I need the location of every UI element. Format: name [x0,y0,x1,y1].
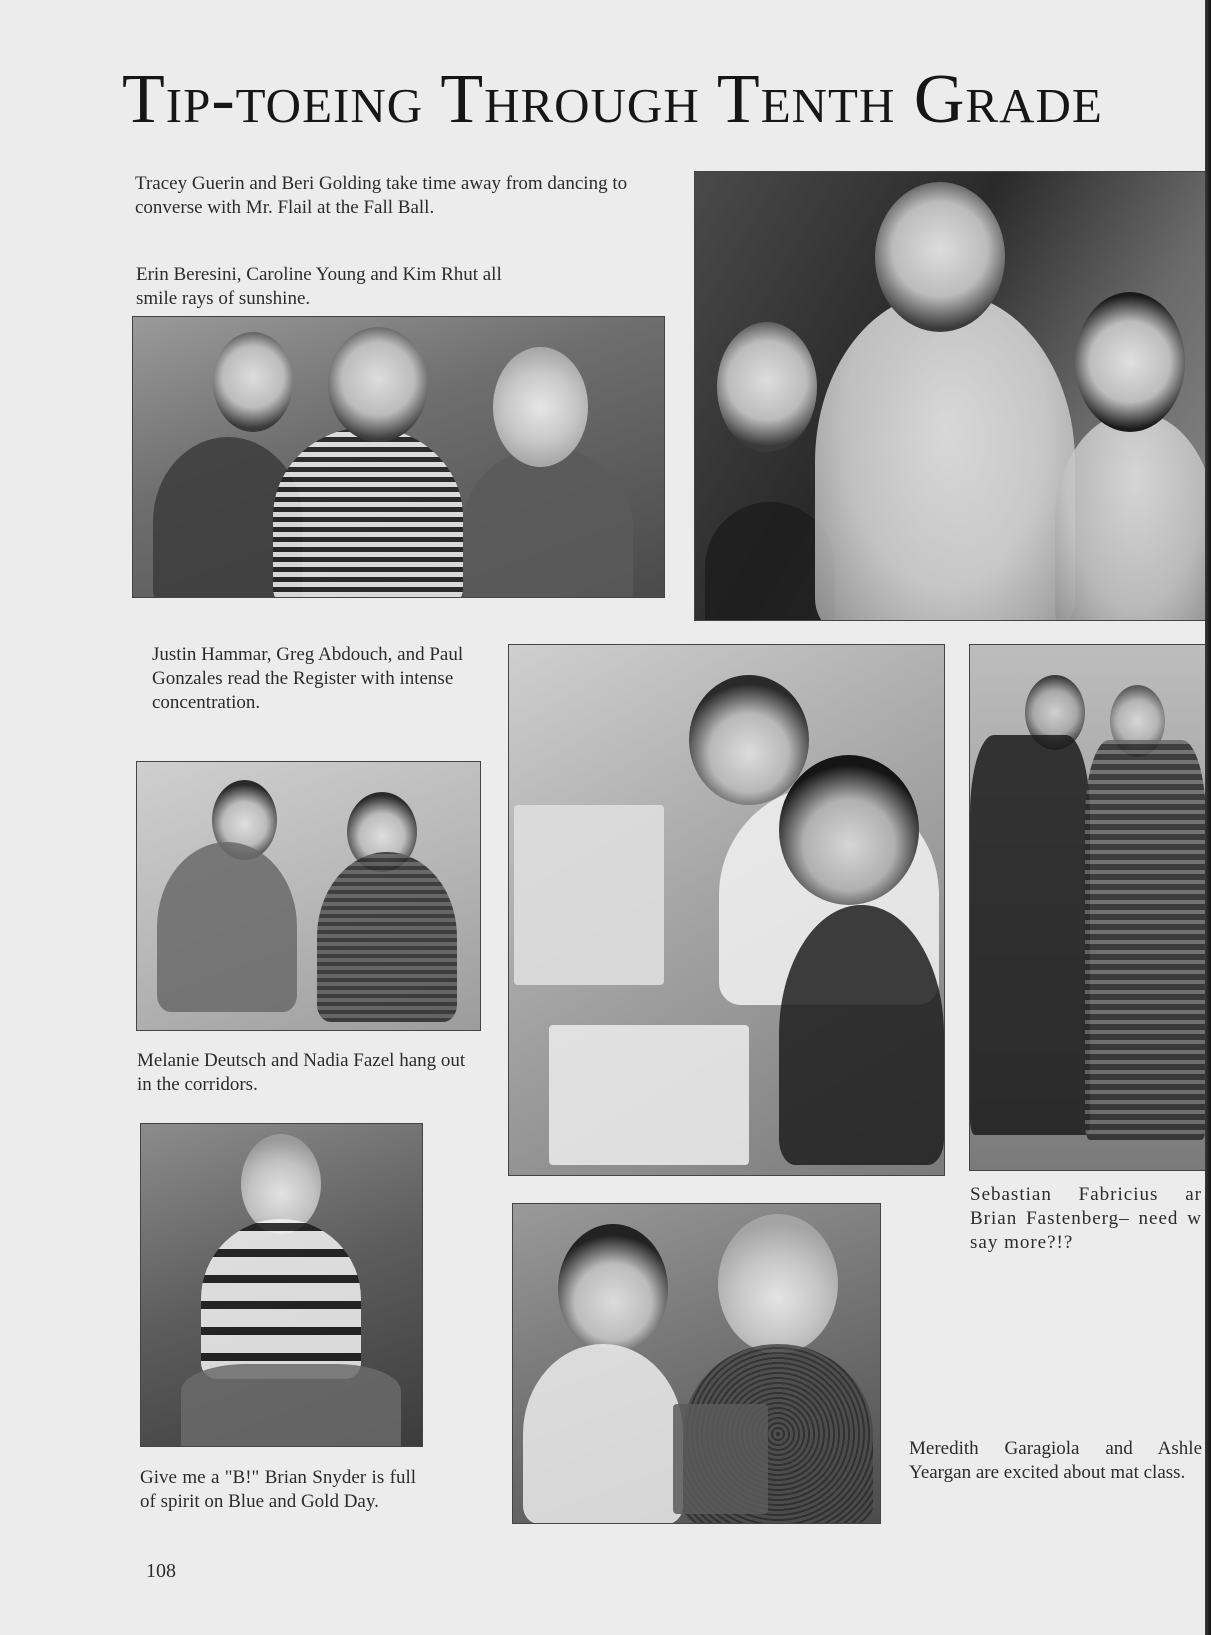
caption-spirit: Give me a "B!" Brian Snyder is full of spirit on Blue and Gold Day. [140,1467,416,1512]
photo-corridors [136,761,481,1031]
person-head [213,332,293,432]
person-figure [970,735,1090,1135]
person-figure [1055,412,1207,621]
photo-meredith [512,1203,881,1524]
caption-register: Justin Hammar, Greg Abdouch, and Paul Gonzales read the Register with intense concentration. [152,644,464,713]
caption-corridors: Melanie Deutsch and Nadia Fazel hang out in the corridors. [137,1050,466,1095]
person-figure [779,905,944,1165]
person-figure [201,1219,361,1379]
binder [673,1404,768,1514]
person-figure [317,852,457,1022]
person-head [718,1214,838,1354]
book-binding-edge [1205,0,1211,1635]
page-title: Tip-toeing Through Tenth Grade [122,61,1103,138]
person-figure [463,447,633,598]
person-figure [273,427,463,598]
page-number: 108 [146,1560,176,1582]
person-head [558,1224,668,1354]
person-figure [1085,740,1206,1140]
newspaper [549,1025,749,1165]
person-head [779,755,919,905]
person-head [875,182,1005,332]
person-head [493,347,588,467]
person-figure [157,842,297,1012]
photo-register [508,644,945,1176]
newspaper [514,805,664,985]
photo-fall-ball [694,171,1207,621]
photo-sebastian [969,644,1207,1171]
person-head [328,327,428,442]
person-figure [815,292,1075,621]
person-head [717,322,817,452]
person-figure [523,1344,683,1524]
photo-spirit [140,1123,423,1447]
person-head [1075,292,1185,432]
caption-fall-ball: Tracey Guerin and Beri Golding take time away from dancing to converse with Mr. Flail at the Fall Ball. [135,173,628,218]
caption-sunshine: Erin Beresini, Caroline Young and Kim Rhut all smile rays of sunshine. [136,264,502,309]
caption-meredith: Meredith Garagiola and Ashle Yeargan are excited about mat class. [909,1438,1202,1483]
person-figure [181,1364,401,1447]
caption-sebastian: Sebastian Fabricius ar Brian Fastenberg– need w say more?!? [970,1184,1202,1253]
photo-sunshine [132,316,665,598]
